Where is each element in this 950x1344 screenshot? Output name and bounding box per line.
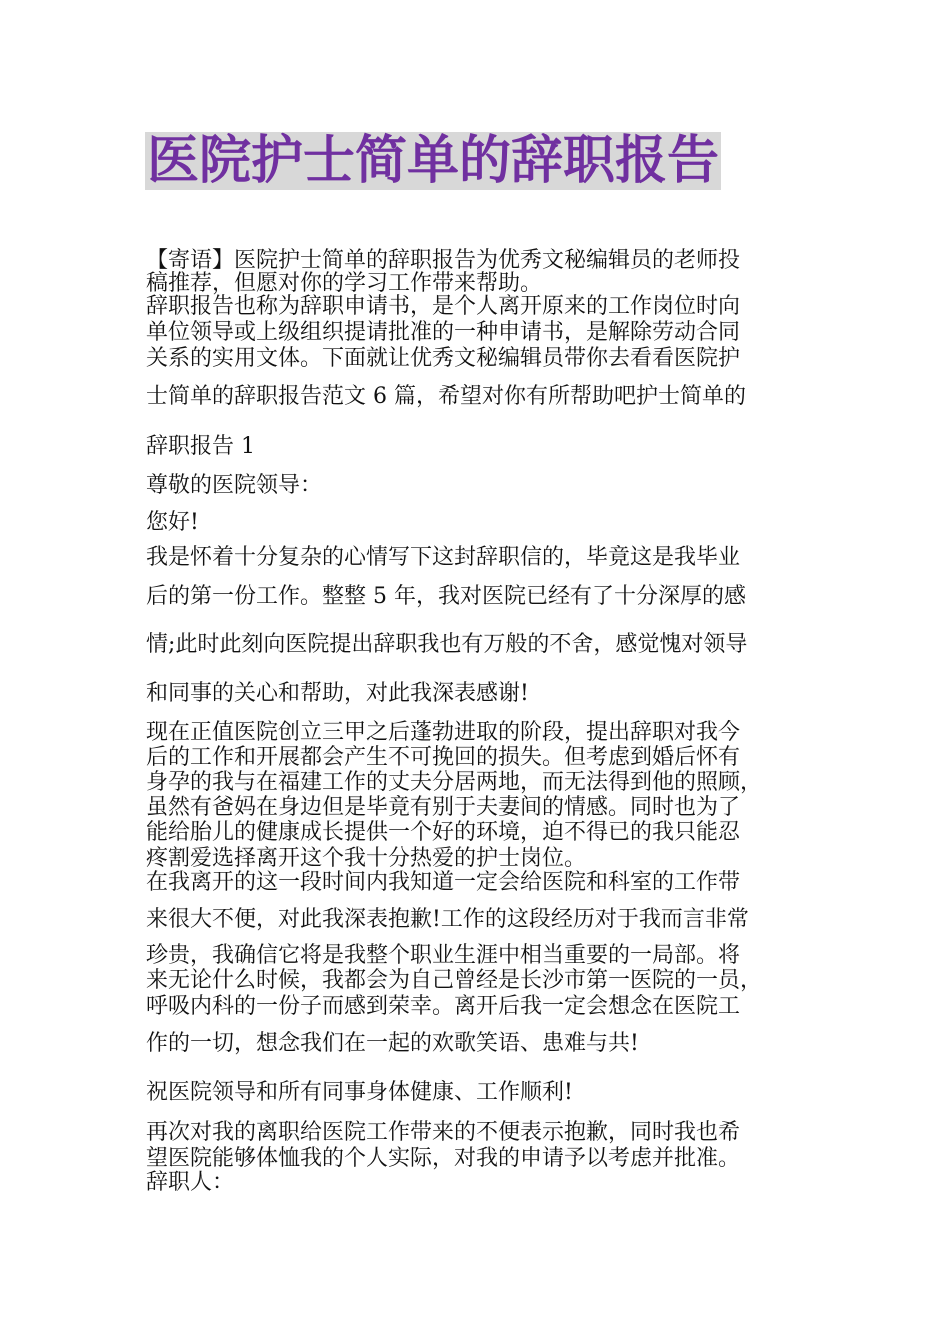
body-line: 单位领导或上级组织提请批准的一种申请书，是解除劳动合同: [146, 320, 741, 345]
body-line: 后的第一份工作。整整 5 年，我对医院已经有了十分深厚的感: [146, 584, 746, 609]
body-line: 来无论什么时候，我都会为自己曾经是长沙市第一医院的一员，: [146, 968, 763, 993]
body-line: 珍贵，我确信它将是我整个职业生涯中相当重要的一局部。将: [146, 943, 741, 968]
title-highlight: [145, 132, 721, 190]
body-line: 身孕的我与在福建工作的丈夫分居两地，而无法得到他的照顾，: [146, 770, 763, 795]
body-line: 士简单的辞职报告范文 6 篇，希望对你有所帮助吧护士简单的: [146, 384, 746, 409]
body-line: 呼吸内科的一份子而感到荣幸。离开后我一定会想念在医院工: [146, 994, 741, 1019]
body-line: 您好!: [146, 510, 199, 535]
body-line: 望医院能够体恤我的个人实际，对我的申请予以考虑并批准。: [146, 1146, 741, 1171]
body-line: 虽然有爸妈在身边但是毕竟有别于夫妻间的情感。同时也为了: [146, 795, 741, 820]
body-line: 能给胎儿的健康成长提供一个好的环境，迫不得已的我只能忍: [146, 820, 741, 845]
body-line: 来很大不便，对此我深表抱歉!工作的这段经历对于我而言非常: [146, 907, 749, 932]
page-title: 医院护士简单的辞职报告: [147, 131, 720, 191]
body-line: 祝医院领导和所有同事身体健康、工作顺利!: [146, 1080, 573, 1105]
body-line: 再次对我的离职给医院工作带来的不便表示抱歉，同时我也希: [146, 1120, 741, 1145]
body-line: 【寄语】医院护士简单的辞职报告为优秀文秘编辑员的老师投: [146, 248, 741, 273]
body-line: 辞职人：: [146, 1170, 235, 1195]
body-line: 稿推荐，但愿对你的学习工作带来帮助。: [146, 271, 543, 296]
body-line: 疼割爱选择离开这个我十分热爱的护士岗位。: [146, 846, 587, 871]
body-line: 后的工作和开展都会产生不可挽回的损失。但考虑到婚后怀有: [146, 745, 741, 770]
body-line: 辞职报告 1: [146, 434, 255, 459]
body-line: 辞职报告也称为辞职申请书，是个人离开原来的工作岗位时向: [146, 294, 741, 319]
body-line: 和同事的关心和帮助，对此我深表感谢!: [146, 681, 529, 706]
body-line: 尊敬的医院领导：: [146, 473, 323, 498]
body-line: 现在正值医院创立三甲之后蓬勃进取的阶段，提出辞职对我今: [146, 720, 741, 745]
body-line: 在我离开的这一段时间内我知道一定会给医院和科室的工作带: [146, 870, 741, 895]
body-line: 作的一切，想念我们在一起的欢歌笑语、患难与共!: [146, 1031, 639, 1056]
body-line: 情;此时此刻向医院提出辞职我也有万般的不舍，感觉愧对领导: [146, 632, 748, 657]
body-line: 我是怀着十分复杂的心情写下这封辞职信的，毕竟这是我毕业: [146, 545, 741, 570]
body-line: 关系的实用文体。下面就让优秀文秘编辑员带你去看看医院护: [146, 346, 741, 371]
